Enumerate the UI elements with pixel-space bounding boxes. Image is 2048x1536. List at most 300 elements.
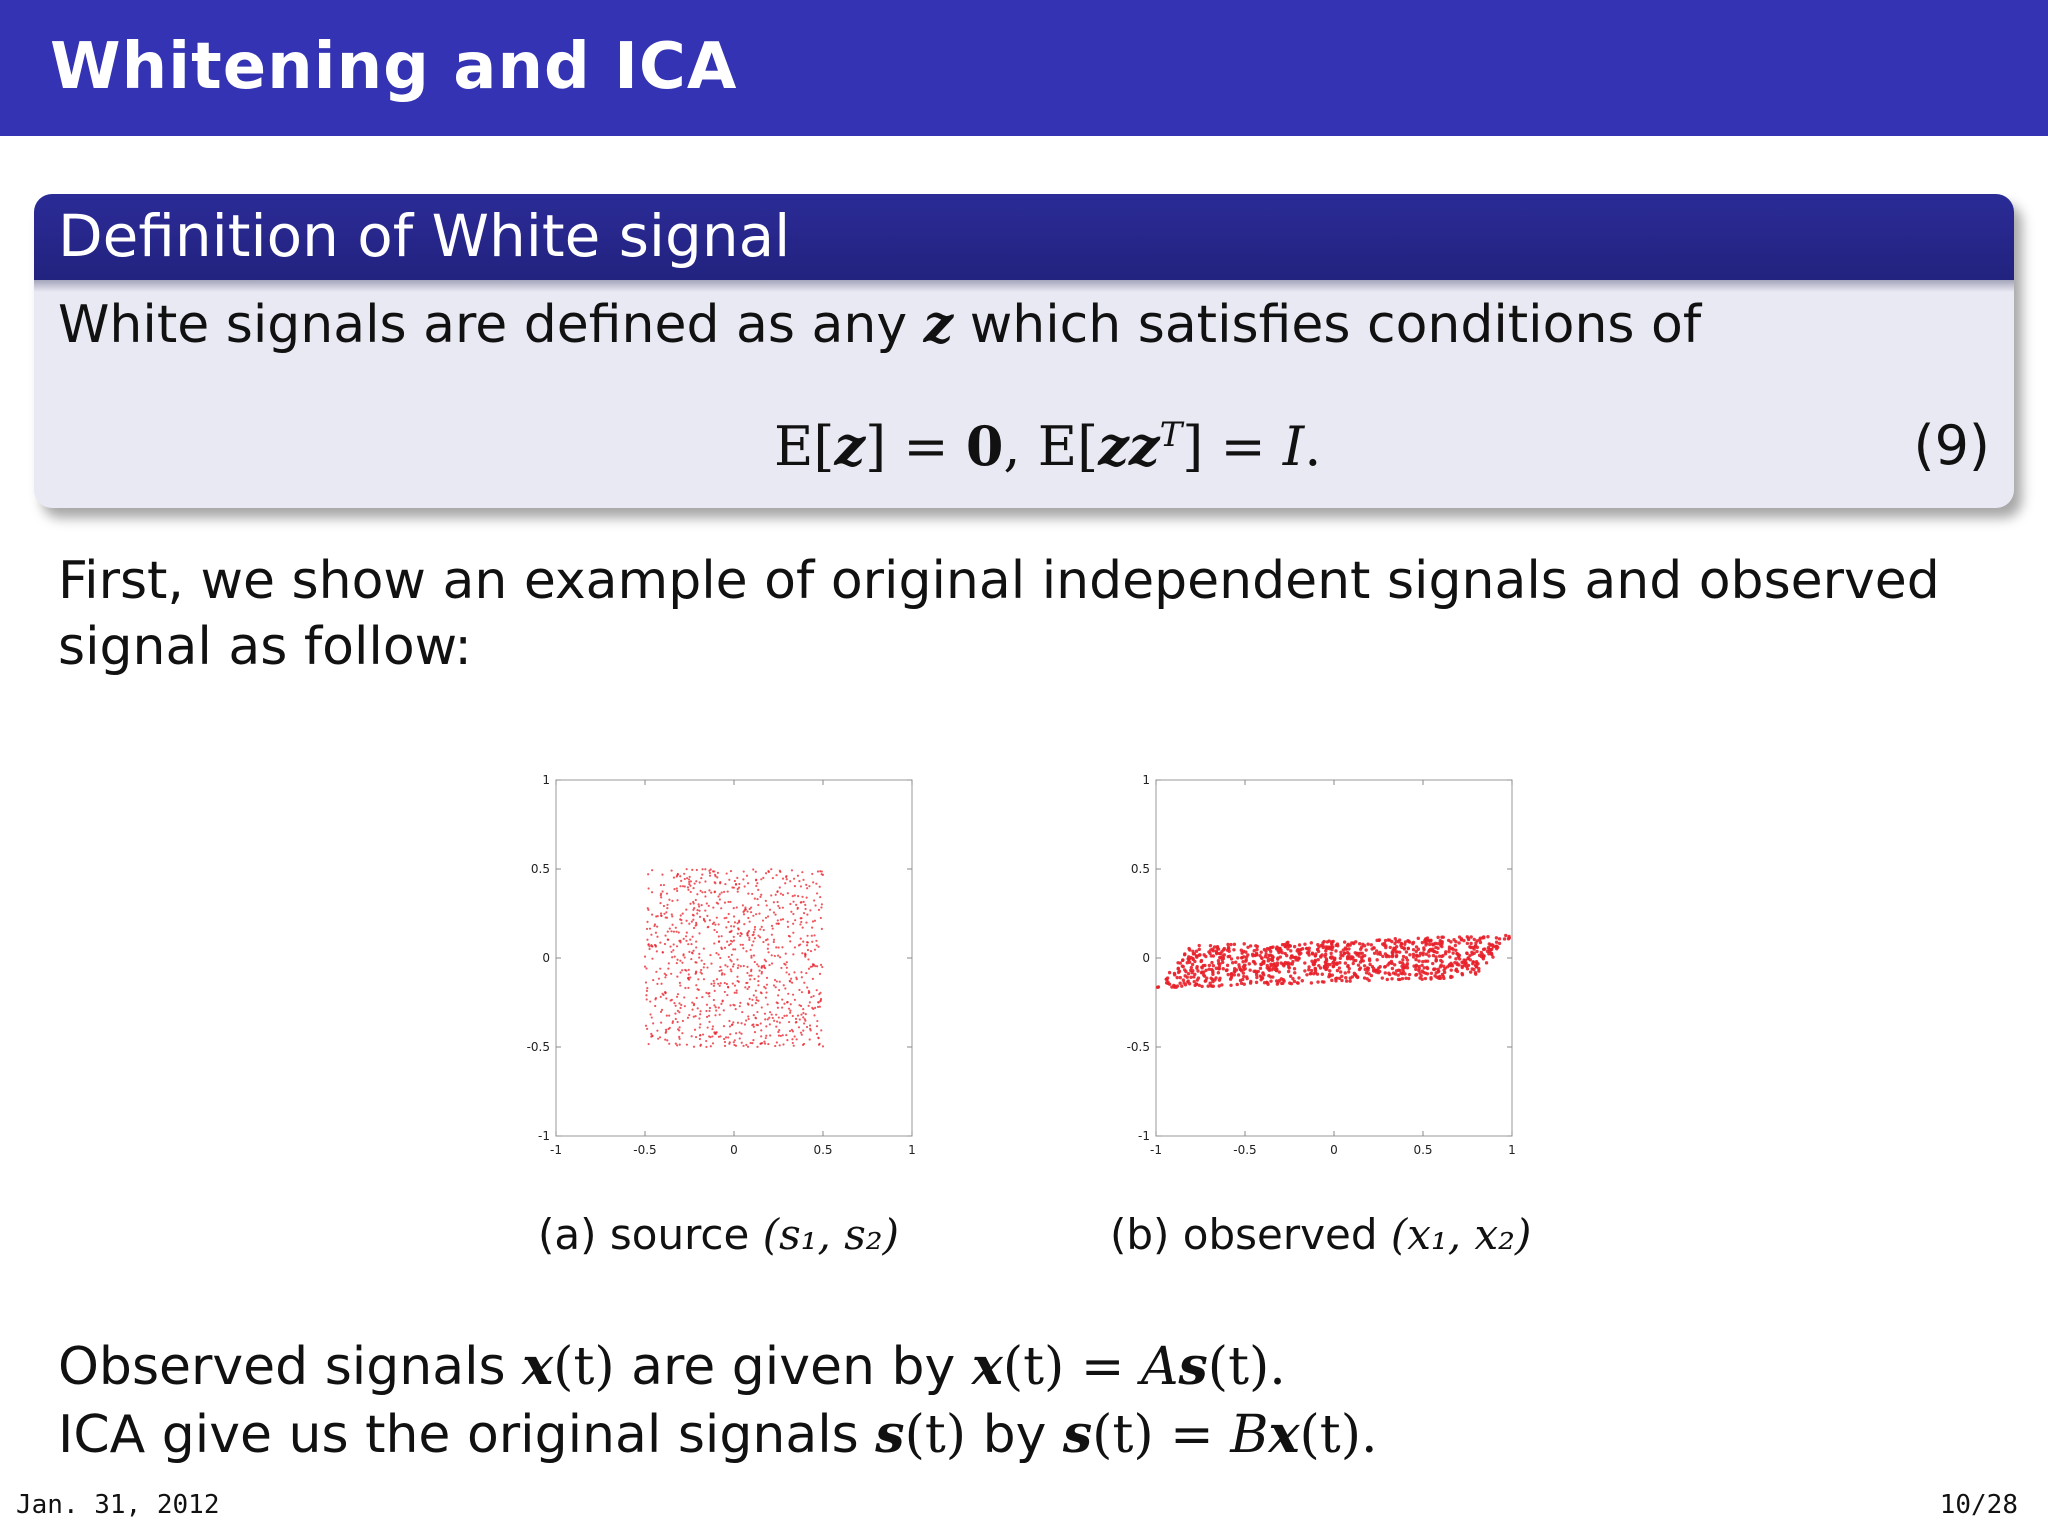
scatter-point (747, 1015, 749, 1017)
scatter-point (685, 909, 687, 911)
scatter-point (1212, 964, 1215, 967)
scatter-point (817, 1006, 819, 1008)
scatter-point (1211, 947, 1214, 950)
scatter-point (668, 962, 670, 964)
scatter-point (733, 925, 735, 927)
line2-text: ICA give us the original signals (58, 1405, 876, 1465)
scatter-point (767, 1018, 769, 1020)
title-bar (0, 0, 2048, 136)
scatter-point (1328, 969, 1331, 972)
scatter-point (803, 1022, 805, 1024)
scatter-point (1178, 970, 1181, 973)
scatter-point (726, 994, 728, 996)
definition-block-title: Definition of White signal (58, 202, 791, 270)
scatter-point (1373, 952, 1376, 955)
scatter-point (688, 969, 690, 971)
scatter-point (697, 1007, 699, 1009)
scatter-point (772, 877, 774, 879)
scatter-point (804, 908, 806, 910)
scatter-point (706, 966, 708, 968)
scatter-point (1248, 962, 1251, 965)
scatter-point (651, 1016, 653, 1018)
scatter-point (784, 964, 786, 966)
scatter-point (1448, 947, 1451, 950)
scatter-point (1466, 935, 1469, 938)
scatter-point (678, 1026, 680, 1028)
scatter-point (794, 885, 796, 887)
scatter-point (782, 1043, 784, 1045)
scatter-point (797, 1014, 799, 1016)
scatter-point (744, 1023, 746, 1025)
scatter-point (1462, 961, 1465, 964)
scatter-point (730, 970, 732, 972)
scatter-point (691, 952, 693, 954)
scatter-point (1269, 979, 1272, 982)
scatter-point (727, 986, 729, 988)
scatter-point (709, 954, 711, 956)
scatter-point (1472, 968, 1475, 971)
scatter-point (777, 923, 779, 925)
scatter-point (1417, 967, 1420, 970)
scatter-point (1417, 937, 1420, 940)
scatter-point (679, 1044, 681, 1046)
scatter-point (726, 983, 728, 985)
scatter-point (818, 909, 820, 911)
math-t: (t) (904, 1405, 967, 1465)
scatter-point (765, 997, 767, 999)
scatter-point (816, 1020, 818, 1022)
scatter-point (1466, 942, 1469, 945)
scatter-point (1179, 976, 1182, 979)
scatter-point (815, 883, 817, 885)
scatter-point (710, 983, 712, 985)
scatter-point (681, 962, 683, 964)
scatter-point (730, 870, 732, 872)
scatter-point (785, 971, 787, 973)
scatter-point (1336, 969, 1339, 972)
scatter-point (1448, 955, 1451, 958)
scatter-point (1242, 975, 1245, 978)
scatter-point (778, 1029, 780, 1031)
scatter-point (664, 943, 666, 945)
scatter-point (1426, 959, 1429, 962)
scatter-point (671, 924, 673, 926)
scatter-point (814, 1007, 816, 1009)
scatter-point (1316, 980, 1319, 983)
scatter-point (727, 890, 729, 892)
scatter-point (745, 982, 747, 984)
scatter-point (769, 909, 771, 911)
scatter-point (774, 955, 776, 957)
scatter-point (1465, 951, 1468, 954)
scatter-point (1314, 954, 1317, 957)
scatter-point (680, 914, 682, 916)
scatter-point (1467, 956, 1470, 959)
scatter-point (750, 957, 752, 959)
scatter-point (755, 885, 757, 887)
scatter-point (743, 870, 745, 872)
scatter-point (1229, 943, 1232, 946)
scatter-point (751, 999, 753, 1001)
caption-b-label: (b) (1110, 1210, 1170, 1259)
scatter-point (767, 870, 769, 872)
scatter-point (813, 899, 815, 901)
scatter-point (1226, 943, 1229, 946)
scatter-point (790, 911, 792, 913)
scatter-point (788, 1021, 790, 1023)
scatter-point (737, 888, 739, 890)
scatter-point (802, 1016, 804, 1018)
scatter-point (1192, 975, 1195, 978)
scatter-point (1329, 946, 1332, 949)
scatter-point (1193, 984, 1196, 987)
math-s: s (1062, 1404, 1093, 1465)
scatter-point (737, 967, 739, 969)
math-x: x (971, 1336, 1003, 1397)
scatter-point (729, 901, 731, 903)
scatter-point (821, 903, 823, 905)
scatter-point (1165, 981, 1168, 984)
scatter-point (765, 917, 767, 919)
x-tick-label: -0.5 (633, 1143, 657, 1157)
scatter-point (729, 1041, 731, 1043)
scatter-point (719, 985, 721, 987)
scatter-point (701, 873, 703, 875)
scatter-point (769, 1011, 771, 1013)
scatter-point (1322, 940, 1325, 943)
scatter-point (781, 1006, 783, 1008)
scatter-point (780, 1035, 782, 1037)
scatter-point (652, 1022, 654, 1024)
scatter-point (1291, 962, 1294, 965)
scatter-point (724, 902, 726, 904)
scatter-point (733, 936, 735, 938)
scatter-point (1434, 971, 1437, 974)
scatter-point (773, 1020, 775, 1022)
y-tick-label: -0.5 (1126, 1040, 1150, 1054)
scatter-point (809, 1024, 811, 1026)
scatter-point (731, 940, 733, 942)
scatter-point (1370, 943, 1373, 946)
scatter-point (724, 917, 726, 919)
scatter-point (760, 1029, 762, 1031)
scatter-point (1232, 948, 1235, 951)
scatter-point (1407, 977, 1410, 980)
intro-paragraph: First, we show an example of original independent signals and observed signal as follow: (58, 551, 1940, 677)
scatter-point (675, 1042, 677, 1044)
scatter-point (1349, 976, 1352, 979)
scatter-point (699, 881, 701, 883)
scatter-point (660, 884, 662, 886)
scatter-point (1366, 942, 1369, 945)
scatter-point (679, 875, 681, 877)
scatter-point (776, 1001, 778, 1003)
scatter-point (1179, 961, 1182, 964)
scatter-point (819, 896, 821, 898)
scatter-point (1420, 978, 1423, 981)
scatter-point (755, 1002, 757, 1004)
scatter-point (686, 868, 688, 870)
scatter-point (705, 1010, 707, 1012)
scatter-point (1370, 974, 1373, 977)
scatter-point (799, 943, 801, 945)
scatter-point (1231, 961, 1234, 964)
scatter-point (714, 924, 716, 926)
scatter-point (752, 868, 754, 870)
scatter-point (673, 1002, 675, 1004)
scatter-point (676, 1044, 678, 1046)
scatter-point (806, 935, 808, 937)
scatter-point (1257, 970, 1260, 973)
scatter-point (778, 989, 780, 991)
scatter-point (813, 995, 815, 997)
scatter-point (703, 918, 705, 920)
scatter-point (663, 884, 665, 886)
scatter-point (679, 885, 681, 887)
scatter-point (739, 1037, 741, 1039)
scatter-point (794, 999, 796, 1001)
scatter-point (703, 948, 705, 950)
scatter-point (732, 965, 734, 967)
scatter-point (1303, 961, 1306, 964)
scatter-point (1255, 948, 1258, 951)
scatter-point (778, 1034, 780, 1036)
scatter-point (1209, 944, 1212, 947)
scatter-point (651, 945, 653, 947)
scatter-point (1282, 978, 1285, 981)
scatter-point (756, 1046, 758, 1048)
scatter-point (715, 1006, 717, 1008)
scatter-point (731, 1024, 733, 1026)
scatter-point (733, 963, 735, 965)
scatter-point (668, 1015, 670, 1017)
scatter-point (1454, 944, 1457, 947)
scatter-point (656, 983, 658, 985)
scatter-point (766, 984, 768, 986)
scatter-point (693, 1046, 695, 1048)
scatter-point (1175, 976, 1178, 979)
y-tick-label: 0 (1142, 951, 1150, 965)
scatter-point (691, 869, 693, 871)
scatter-point (1391, 967, 1394, 970)
scatter-point (654, 1005, 656, 1007)
scatter-point (733, 1004, 735, 1006)
scatter-point (814, 949, 816, 951)
scatter-point (750, 974, 752, 976)
scatter-point (800, 921, 802, 923)
scatter-point (651, 914, 653, 916)
scatter-point (1229, 978, 1232, 981)
scatter-point (742, 904, 744, 906)
scatter-point (1408, 953, 1411, 956)
scatter-point (660, 912, 662, 914)
scatter-point (816, 1025, 818, 1027)
scatter-point (1368, 959, 1371, 962)
scatter-point (789, 1012, 791, 1014)
scatter-point (1267, 974, 1270, 977)
scatter-point (1255, 952, 1258, 955)
scatter-point (791, 869, 793, 871)
scatter-point (649, 1013, 651, 1015)
observed-scatter-figure (1120, 770, 1540, 1170)
scatter-point (689, 939, 691, 941)
scatter-point (1183, 952, 1186, 955)
scatter-point (679, 1038, 681, 1040)
definition-text-post: which satisfies conditions of (953, 295, 1702, 355)
block-header-shadow (34, 280, 2014, 292)
scatter-point (704, 909, 706, 911)
scatter-point (786, 967, 788, 969)
scatter-point (1211, 969, 1214, 972)
scatter-point (1245, 975, 1248, 978)
scatter-point (696, 912, 698, 914)
scatter-point (740, 944, 742, 946)
scatter-point (1217, 959, 1220, 962)
definition-block (34, 194, 2014, 508)
scatter-point (713, 921, 715, 923)
scatter-point (707, 1026, 709, 1028)
scatter-point (779, 981, 781, 983)
scatter-point (714, 882, 716, 884)
scatter-point (1504, 934, 1507, 937)
scatter-point (1414, 958, 1417, 961)
scatter-point (743, 923, 745, 925)
scatter-point (716, 876, 718, 878)
scatter-point (803, 912, 805, 914)
scatter-point (754, 961, 756, 963)
scatter-point (1498, 937, 1501, 940)
x-tick-label: -1 (1150, 1143, 1162, 1157)
scatter-point (738, 981, 740, 983)
scatter-point (714, 990, 716, 992)
scatter-point (771, 954, 773, 956)
observed-scatter-plot (1120, 770, 1540, 1170)
scatter-point (1189, 969, 1192, 972)
scatter-point (777, 955, 779, 957)
scatter-point (786, 878, 788, 880)
scatter-point (666, 904, 668, 906)
scatter-point (1173, 973, 1176, 976)
scatter-point (734, 985, 736, 987)
scatter-point (1351, 956, 1354, 959)
scatter-point (1335, 976, 1338, 979)
scatter-point (1482, 936, 1485, 939)
scatter-point (1260, 956, 1263, 959)
scatter-point (1391, 954, 1394, 957)
scatter-point (1298, 943, 1301, 946)
scatter-point (1275, 969, 1278, 972)
scatter-point (646, 939, 648, 941)
scatter-point (1431, 962, 1434, 965)
scatter-point (691, 1035, 693, 1037)
scatter-point (806, 897, 808, 899)
scatter-point (1427, 954, 1430, 957)
scatter-point (679, 941, 681, 943)
math-B: B (1230, 1405, 1269, 1465)
scatter-point (800, 1014, 802, 1016)
scatter-point (782, 894, 784, 896)
scatter-point (798, 1026, 800, 1028)
scatter-point (702, 1033, 704, 1035)
scatter-point (707, 926, 709, 928)
scatter-point (1253, 960, 1256, 963)
scatter-point (1471, 960, 1474, 963)
scatter-point (671, 869, 673, 871)
scatter-point (764, 1013, 766, 1015)
scatter-point (1443, 971, 1446, 974)
scatter-point (1332, 960, 1335, 963)
scatter-point (1233, 970, 1236, 973)
scatter-point (710, 963, 712, 965)
scatter-point (662, 994, 664, 996)
scatter-point (1180, 984, 1183, 987)
scatter-point (744, 906, 746, 908)
eq-part: . (1304, 415, 1322, 478)
scatter-point (761, 1006, 763, 1008)
scatter-point (821, 966, 823, 968)
scatter-point (665, 911, 667, 913)
scatter-point (678, 1036, 680, 1038)
scatter-point (747, 882, 749, 884)
white-signal-equation (774, 414, 1321, 478)
scatter-point (1450, 968, 1453, 971)
scatter-point (1339, 957, 1342, 960)
scatter-point (719, 1014, 721, 1016)
scatter-point (808, 1005, 810, 1007)
scatter-point (1463, 964, 1466, 967)
scatter-point (821, 870, 823, 872)
scatter-point (1400, 946, 1403, 949)
scatter-point (729, 1033, 731, 1035)
x-tick-label: 0.5 (1413, 1143, 1433, 1157)
scatter-point (708, 1021, 710, 1023)
scatter-point (773, 939, 775, 941)
scatter-point (1204, 979, 1207, 982)
scatter-point (697, 903, 699, 905)
scatter-point (1309, 972, 1312, 975)
scatter-point (718, 923, 720, 925)
scatter-point (689, 885, 691, 887)
scatter-point (818, 993, 820, 995)
scatter-point (730, 960, 732, 962)
scatter-point (688, 878, 690, 880)
scatter-point (749, 949, 751, 951)
scatter-point (718, 970, 720, 972)
scatter-point (683, 996, 685, 998)
scatter-point (820, 906, 822, 908)
scatter-point (754, 897, 756, 899)
scatter-point (1239, 979, 1242, 982)
scatter-point (743, 965, 745, 967)
scatter-point (1340, 975, 1343, 978)
scatter-point (802, 927, 804, 929)
scatter-point (816, 989, 818, 991)
scatter-point (1339, 954, 1342, 957)
x-tick-label: -0.5 (1233, 1143, 1257, 1157)
scatter-point (712, 1025, 714, 1027)
scatter-point (1307, 949, 1310, 952)
scatter-point (1310, 969, 1313, 972)
scatter-point (1343, 952, 1346, 955)
scatter-point (703, 966, 705, 968)
scatter-point (722, 1000, 724, 1002)
scatter-point (697, 978, 699, 980)
scatter-point (689, 903, 691, 905)
source-scatter-plot (520, 770, 940, 1170)
scatter-point (719, 898, 721, 900)
scatter-point (1477, 969, 1480, 972)
scatter-point (700, 877, 702, 879)
